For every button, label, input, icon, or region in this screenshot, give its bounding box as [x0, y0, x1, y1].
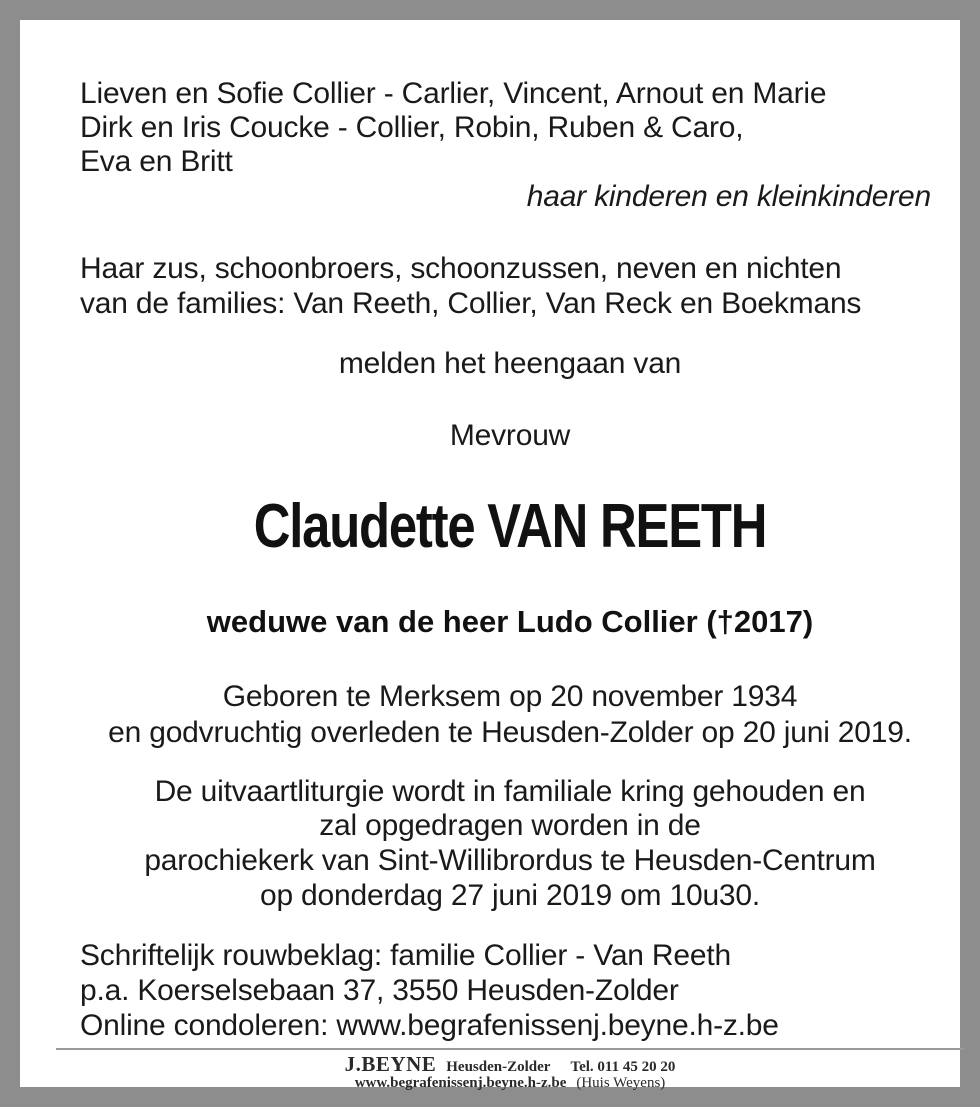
footer-divider: [56, 1048, 964, 1050]
deceased-name: Claudette VAN REETH: [253, 492, 767, 561]
funeral-line-2: zal opgedragen worden in de: [319, 809, 701, 842]
relatives-line-1: Haar zus, schoonbroers, schoonzussen, neven en nichten: [80, 252, 842, 285]
footer-line-2: [40, 1074, 980, 1092]
funeral-home-brand: J.BEYNE: [344, 1052, 437, 1076]
funeral-home-location: Heusden-Zolder: [446, 1059, 551, 1075]
children-line-2: Dirk en Iris Coucke - Collier, Robin, Ruben & Caro,: [80, 111, 744, 144]
condolences-line-1: Schriftelijk rouwbeklag: familie Collier - Van Reeth: [80, 939, 731, 972]
obituary-content: [40, 40, 980, 1107]
funeral-line-3: parochiekerk van Sint-Willibrordus te Heusden-Centrum: [144, 844, 876, 877]
death-line: en godvruchtig overleden te Heusden-Zolder op 20 juni 2019.: [108, 716, 912, 749]
children-role: haar kinderen en kleinkinderen: [526, 180, 931, 213]
announcement: melden het heengaan van: [338, 347, 682, 380]
widow-of: weduwe van de heer Ludo Collier (†2017): [206, 604, 814, 639]
funeral-home-house: (Huis Weyens): [576, 1075, 666, 1091]
relatives-line-2: van de families: Van Reeth, Collier, Van Reck en Boekmans: [80, 287, 862, 320]
funeral-line-1: De uitvaartliturgie wordt in familiale kring gehouden en: [154, 775, 866, 808]
children-line-1: Lieven en Sofie Collier - Carlier, Vincent, Arnout en Marie: [80, 77, 827, 110]
title-honorific: Mevrouw: [449, 419, 571, 452]
children-line-3: Eva en Britt: [80, 145, 233, 178]
condolences-website: Online condoleren: www.begrafenissenj.beyne.h-z.be: [80, 1009, 779, 1042]
funeral-line-4: op donderdag 27 juni 2019 om 10u30.: [259, 879, 761, 912]
funeral-home-website: www.begrafenissenj.beyne.h-z.be: [354, 1075, 567, 1091]
condolences-line-2: p.a. Koerselsebaan 37, 3550 Heusden-Zolder: [80, 974, 679, 1007]
funeral-home-phone: Tel. 011 45 20 20: [570, 1059, 676, 1075]
birth-line: Geboren te Merksem op 20 november 1934: [222, 680, 798, 713]
